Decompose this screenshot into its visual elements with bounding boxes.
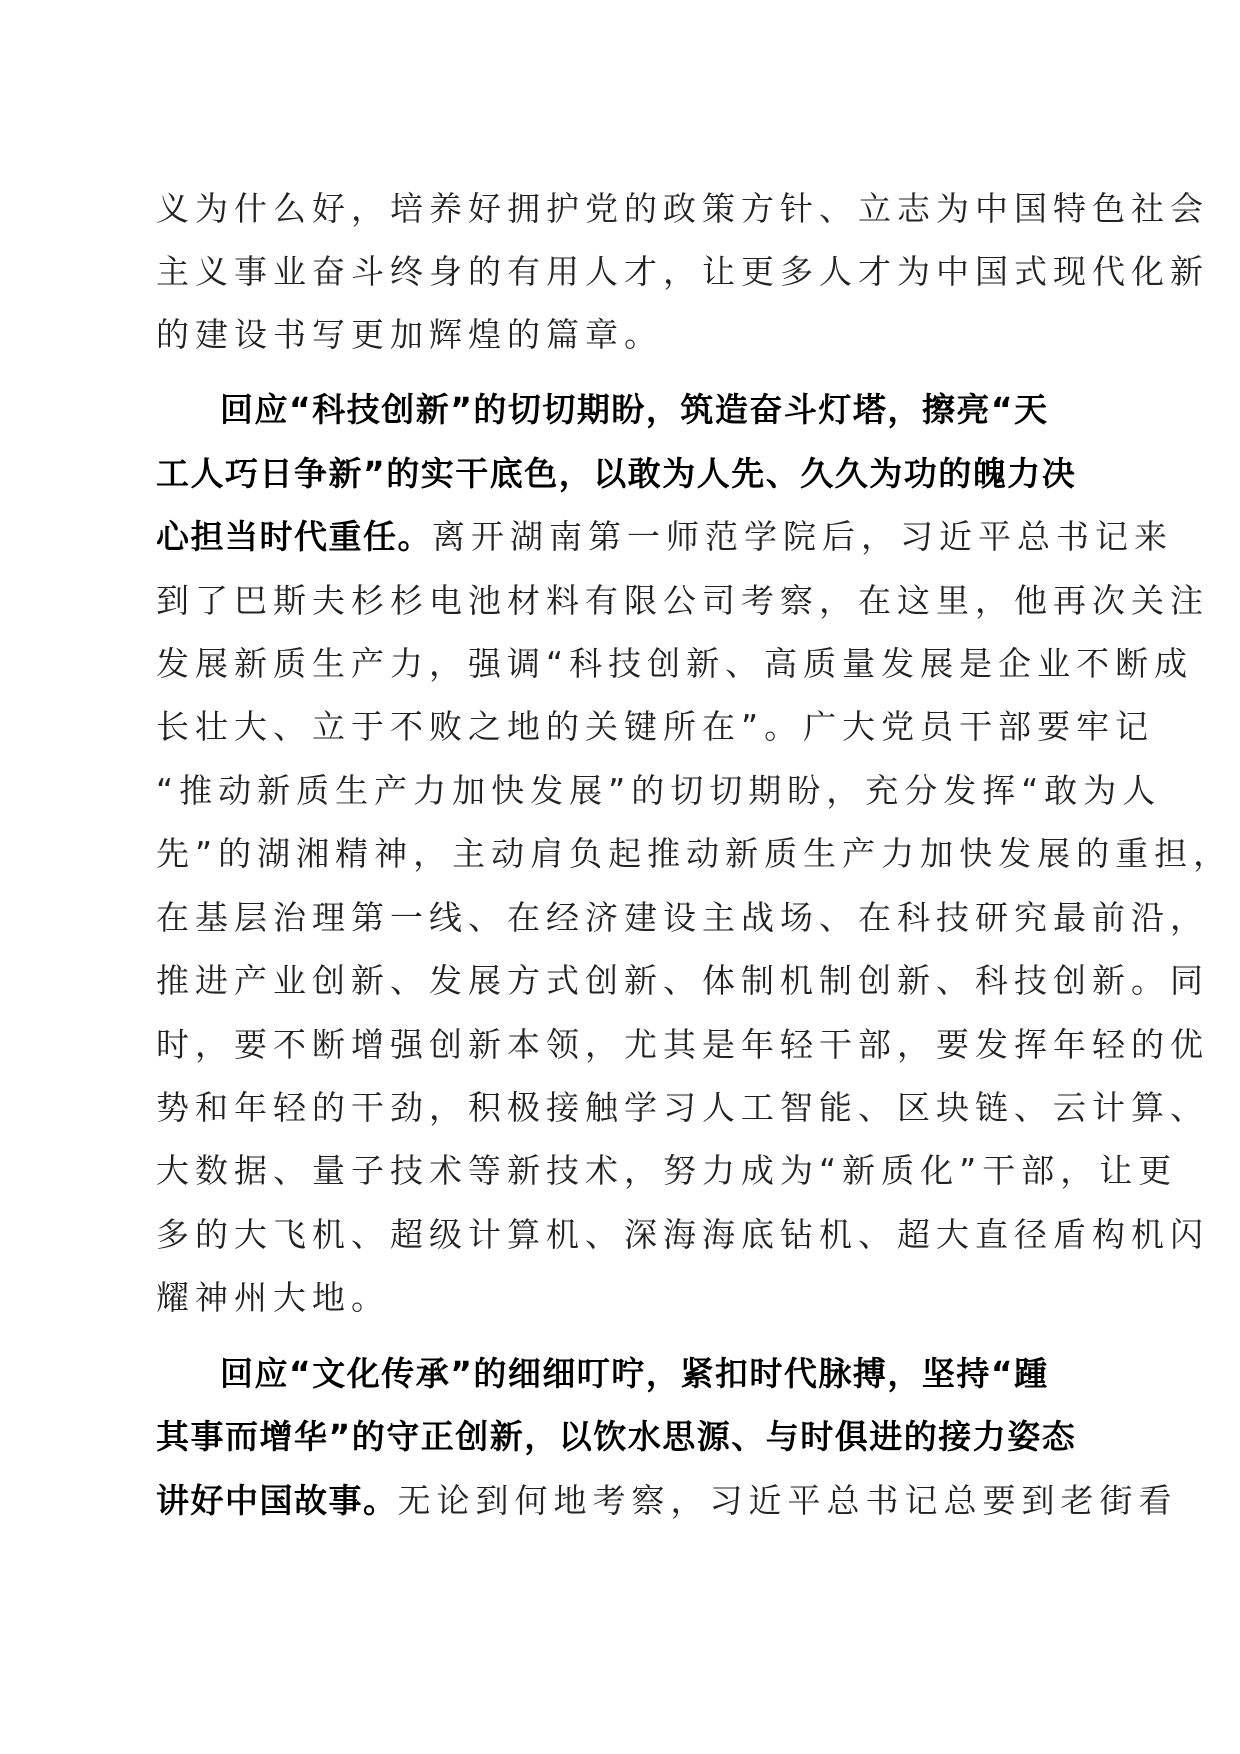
- body-text: 多的大飞机、超级计算机、深海海底钻机、超大直径盾构机闪: [156, 1215, 1209, 1254]
- body-text: 先”的湖湘精神，主动肩负起推动新质生产力加快发展的重担，: [156, 834, 1233, 873]
- text-line: [0, 1405, 1240, 1469]
- body-text: 势和年轻的干劲，积极接触学习人工智能、区块链、云计算、: [156, 1088, 1209, 1127]
- body-text: “推动新质生产力加快发展”的切切期盼，充分发挥“敢为人: [156, 771, 1162, 810]
- body-text: 在基层治理第一线、在经济建设主战场、在科技研究最前沿，: [156, 898, 1209, 937]
- text-line: [0, 1342, 1240, 1406]
- body-text: 推进产业创新、发展方式创新、体制机制创新、科技创新。同: [156, 961, 1209, 1000]
- body-text: 主义事业奋斗终身的有用人才，让更多人才为中国式现代化新: [156, 252, 1209, 291]
- bold-text: 工人巧日争新”的实干底色，以敢为人先、久久为功的魄力决: [156, 454, 1077, 493]
- text-line: [0, 759, 1240, 823]
- body-text: 义为什么好，培养好拥护党的政策方针、立志为中国特色社会: [156, 189, 1209, 228]
- body-text: 时，要不断增强创新本领，尤其是年轻干部，要发挥年轻的优: [156, 1025, 1209, 1064]
- text-line: [0, 949, 1240, 1013]
- body-text: 发展新质生产力，强调“科技创新、高质量发展是企业不断成: [156, 644, 1194, 683]
- text-line: [0, 1139, 1240, 1203]
- body-text: 离开湖南第一师范学院后，习近平总书记来: [432, 517, 1173, 556]
- text-line: [0, 240, 1240, 304]
- body-text: 无论到何地考察，习近平总书记总要到老街看: [397, 1481, 1178, 1520]
- bold-text: 其事而增华”的守正创新，以饮水思源、与时俱进的接力姿态: [156, 1417, 1077, 1456]
- body-text: 长壮大、立于不败之地的关键所在”。广大党员干部要牢记: [156, 707, 1155, 746]
- text-line: [0, 1076, 1240, 1140]
- text-line: [0, 569, 1240, 633]
- text-line: [0, 1266, 1240, 1330]
- text-line: [0, 886, 1240, 950]
- text-line: [0, 303, 1240, 367]
- bold-text: 心担当时代重任。: [156, 517, 432, 556]
- bold-text: 回应“文化传承”的细细叮咛，紧扣时代脉搏，坚持“踵: [220, 1354, 1049, 1393]
- text-line: [0, 177, 1240, 241]
- bold-text: 讲好中国故事。: [156, 1481, 398, 1520]
- body-text: 大数据、量子技术等新技术，努力成为“新质化”干部，让更: [156, 1151, 1178, 1190]
- body-text: 到了巴斯夫杉杉电池材料有限公司考察，在这里，他再次关注: [156, 581, 1209, 620]
- text-line: [0, 505, 1240, 569]
- body-text: 耀神州大地。: [156, 1278, 390, 1317]
- text-line: [0, 822, 1240, 886]
- text-line: [0, 1013, 1240, 1077]
- text-line: [0, 695, 1240, 759]
- bold-text: 回应“科技创新”的切切期盼，筑造奋斗灯塔，擦亮“天: [220, 390, 1049, 429]
- body-text: 的建设书写更加辉煌的篇章。: [156, 315, 663, 354]
- text-line: [0, 378, 1240, 442]
- text-line: [0, 632, 1240, 696]
- text-line: [0, 442, 1240, 506]
- text-line: [0, 1203, 1240, 1267]
- text-line: [0, 1469, 1240, 1533]
